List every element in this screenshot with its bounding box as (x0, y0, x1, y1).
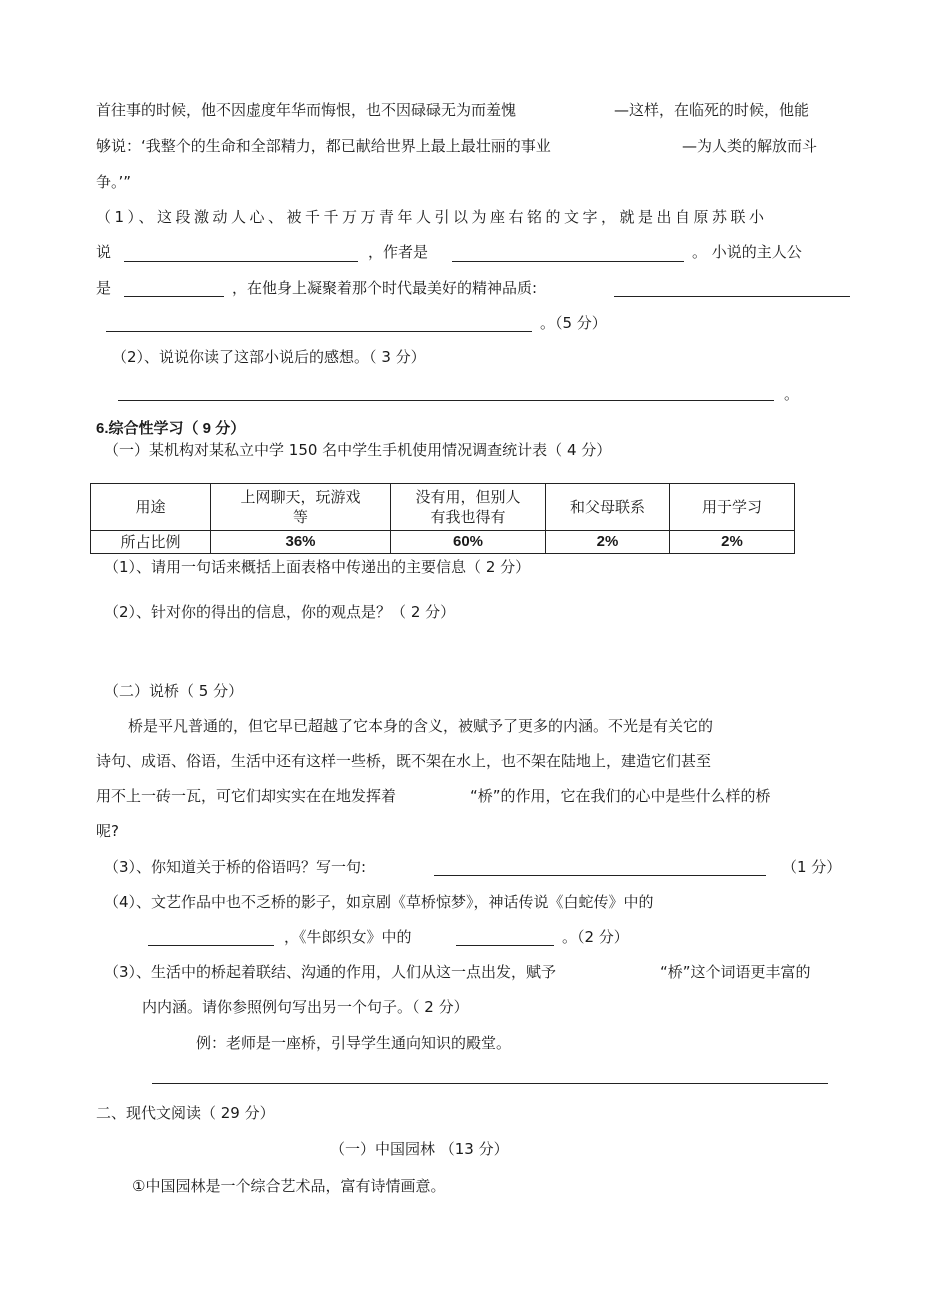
question-meaning-line-2: 内内涵。请你参照例句写出另一个句子。（ 2 分） (142, 998, 469, 1016)
question-1-line-2c: 。 小说的主人公 (692, 243, 802, 261)
table-header-cell: 上网聊天，玩游戏 等 (211, 484, 391, 531)
niulang-bridge-blank[interactable] (456, 945, 554, 946)
quality-blank-2[interactable] (106, 331, 532, 332)
table-header-row (91, 484, 795, 531)
bridge-para-3b: “桥”的作用，它在我们的心中是些什么样的桥 (470, 787, 771, 805)
author-blank[interactable] (452, 261, 684, 262)
bridge-para-2: 诗句、成语、俗语，生活中还有这样一些桥，既不架在水上，也不架在陆地上，建造它们甚至 (96, 752, 712, 770)
table-value-cell: 2% (546, 531, 670, 554)
table-value-row (91, 531, 795, 554)
table-header-cell: 和父母联系 (546, 484, 670, 531)
part-2-title: 二、现代文阅读（ 29 分） (96, 1104, 275, 1122)
question-6-2: （2）、针对你的得出的信息，你的观点是？（ 2 分） (104, 603, 456, 621)
quote-line-1a: 首往事的时候，他不因虚度年华而悔恨，也不因碌碌无为而羞愧 (96, 101, 517, 119)
baishe-bridge-blank[interactable] (148, 945, 274, 946)
table-header-cell: 没有用，但别人 有我也得有 (391, 484, 546, 531)
question-works-line-2b: 。（2 分） (562, 928, 629, 946)
question-works-line-2a: ，《牛郎织女》中的 (284, 928, 412, 946)
question-works-line-1: （4）、文艺作品中也不乏桥的影子，如京剧《草桥惊梦》，神话传说《白蛇传》中的 (104, 893, 654, 911)
bridge-para-1: 桥是平凡普通的，但它早已超越了它本身的含义，被赋予了更多的内涵。不光是有关它的 (128, 717, 714, 735)
proverb-blank[interactable] (434, 875, 766, 876)
question-meaning-line-1b: “桥”这个词语更丰富的 (660, 963, 811, 981)
part-2-subtitle: （一）中国园林 （13 分） (330, 1140, 509, 1158)
question-6-1: （1）、请用一句话来概括上面表格中传递出的主要信息（ 2 分） (104, 558, 531, 576)
table-header-cell: 用于学习 (670, 484, 795, 531)
quote-line-2b: —为人类的解放而斗 (682, 137, 818, 155)
quote-line-2a: 够说：‘我整个的生命和全部精力，都已献给世界上最上最壮丽的事业 (96, 137, 551, 155)
bridge-para-4: 呢? (96, 822, 119, 840)
question-proverb-score: （1 分） (782, 858, 842, 876)
section-6-title: 6.综合性学习（ 9 分） (96, 420, 246, 437)
protagonist-blank[interactable] (124, 296, 224, 297)
question-meaning-line-1a: （3）、生活中的桥起着联结、沟通的作用，人们从这一点出发，赋予 (104, 963, 557, 981)
question-1-line-1: （1）、这段激动人心、被千千万万青年人引以为座右铭的文字，就是出自原苏联小 (96, 208, 768, 226)
table-header-label: 用途 (91, 484, 211, 531)
bridge-para-3a: 用不上一砖一瓦，可它们却实实在在地发挥着 (96, 787, 397, 805)
question-1-line-3b: ，在他身上凝聚着那个时代最美好的精神品质: (232, 279, 538, 297)
feeling-answer-blank[interactable] (118, 400, 774, 401)
question-1-score: 。（5 分） (540, 314, 607, 332)
table-value-cell: 60% (391, 531, 546, 554)
quality-blank-1[interactable] (614, 296, 850, 297)
example-sentence: 例：老师是一座桥，引导学生通向知识的殿堂。 (196, 1034, 512, 1052)
question-1-line-2a: 说 (96, 243, 112, 261)
sentence-answer-blank[interactable] (152, 1083, 828, 1084)
bridge-title: （二）说桥（ 5 分） (104, 682, 244, 700)
table-value-label: 所占比例 (91, 531, 211, 554)
quote-line-1b: —这样，在临死的时候，他能 (614, 101, 810, 119)
question-2-end: 。 (784, 385, 800, 403)
table-value-cell: 36% (211, 531, 391, 554)
question-proverb: （3）、你知道关于桥的俗语吗？写一句: (104, 858, 367, 876)
question-1-line-3a: 是 (96, 279, 112, 297)
novel-title-blank[interactable] (124, 261, 358, 262)
question-2: （2）、说说你读了这部小说后的感想。（ 3 分） (112, 348, 426, 366)
garden-para-1: ①中国园林是一个综合艺术品，富有诗情画意。 (132, 1177, 446, 1195)
quote-line-3: 争。’” (96, 173, 132, 191)
table-value-cell: 2% (670, 531, 795, 554)
survey-subtitle: （一）某机构对某私立中学 150 名中学生手机使用情况调查统计表（ 4 分） (104, 441, 612, 459)
survey-table (90, 483, 795, 554)
question-1-line-2b: ，作者是 (368, 243, 429, 261)
